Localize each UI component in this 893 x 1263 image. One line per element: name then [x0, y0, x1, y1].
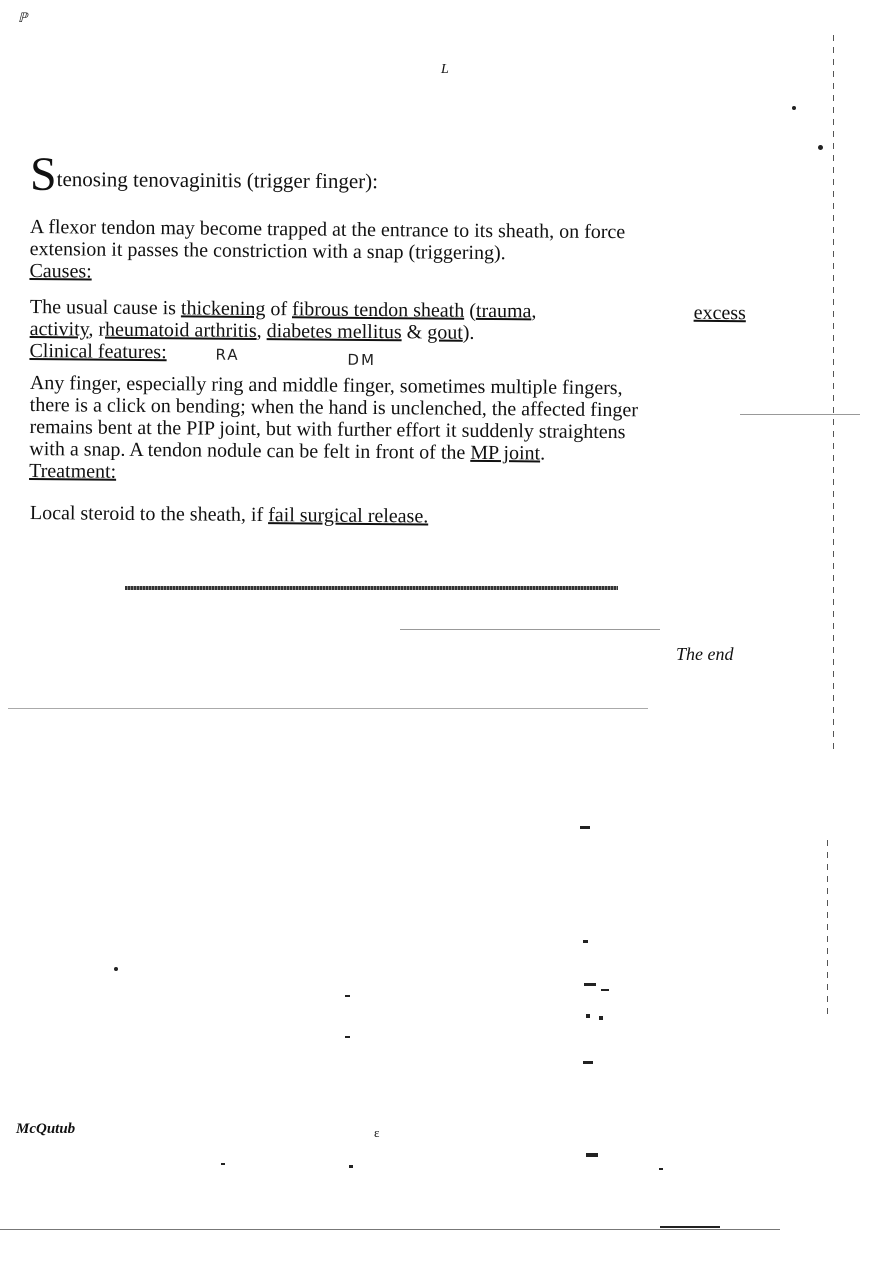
page-mark: ε — [374, 1125, 380, 1140]
scan-speck — [660, 1226, 720, 1228]
scan-speck — [345, 995, 350, 997]
section-divider — [125, 586, 618, 590]
scan-speck — [583, 1061, 593, 1064]
causes-term: thickening — [180, 297, 266, 321]
author-signature: McQutub — [16, 1121, 76, 1137]
handwritten-note-ra: RA — [215, 345, 240, 364]
scan-line — [740, 414, 860, 415]
causes-term: excess — [693, 301, 746, 325]
treatment-term: fail surgical release. — [268, 504, 429, 528]
scan-speck — [659, 1168, 663, 1170]
scan-speck — [349, 1165, 353, 1168]
clinical-heading: Clinical features: — [29, 339, 167, 364]
causes-text: ( — [464, 299, 477, 322]
scan-speck — [584, 983, 596, 986]
causes-term: fibrous tendon sheath — [291, 298, 465, 322]
top-letter: L — [441, 62, 449, 77]
scan-line — [8, 708, 648, 709]
causes-text: The usual cause is — [29, 296, 182, 320]
scan-speck — [345, 1036, 350, 1038]
scan-edge-line — [833, 35, 834, 755]
intro-line: A flexor tendon may become trapped at the entrance to its sheath, on force — [29, 216, 626, 244]
causes-text: of — [265, 298, 293, 321]
scan-speck — [599, 1016, 603, 1020]
causes-term: diabetes mellitus — [266, 320, 402, 344]
clinical-line: Any finger, especially ring and middle finger, sometimes multiple fingers, — [29, 372, 623, 400]
causes-term: trauma — [475, 299, 532, 323]
clinical-term: MP joint — [470, 441, 541, 465]
causes-text: & — [401, 321, 428, 344]
causes-paragraph — [29, 296, 750, 368]
scan-speck — [583, 940, 588, 943]
corner-mark: ℙ — [18, 10, 28, 25]
causes-text: , — [531, 300, 537, 323]
causes-heading: Causes: — [29, 259, 92, 283]
causes-term: activity — [29, 317, 89, 341]
scan-line — [400, 629, 660, 630]
treatment-text: Local steroid to the sheath, if — [29, 502, 269, 527]
clinical-line: remains bent at the PIP joint, but with further effort it suddenly straightens — [29, 415, 626, 444]
scan-speck — [586, 1153, 598, 1157]
clinical-paragraph — [29, 372, 750, 488]
scan-speck — [601, 989, 609, 991]
page-title — [29, 147, 379, 201]
treatment-paragraph — [30, 502, 750, 530]
causes-text: , — [256, 319, 267, 343]
causes-text: , r — [88, 318, 106, 341]
causes-term: gout — [427, 321, 463, 344]
the-end-text: The end — [676, 644, 734, 664]
scan-speck — [586, 1014, 590, 1018]
intro-paragraph — [29, 216, 750, 288]
scan-speck — [580, 826, 590, 829]
causes-term: heumatoid arthritis — [104, 318, 257, 342]
title-drop-cap: S — [29, 147, 57, 201]
clinical-text: with a snap. A tendon nodule can be felt in front of the — [29, 437, 471, 464]
treatment-line — [30, 502, 750, 530]
title-text: tenosing tenovaginitis (trigger finger): — [56, 166, 379, 194]
clinical-line: there is a click on bending; when the hand is unclenched, the affected finger — [29, 393, 639, 422]
scan-edge-line — [827, 840, 828, 1020]
handwritten-note-dm: DM — [347, 350, 377, 370]
causes-text: ). — [462, 321, 475, 344]
intro-line: extension it passes the constriction with a snap (triggering). — [29, 237, 506, 265]
scan-speck — [114, 967, 118, 971]
scan-speck — [221, 1163, 225, 1165]
scan-speck — [792, 106, 796, 110]
clinical-text: . — [540, 442, 546, 465]
scan-line — [0, 1229, 780, 1230]
scan-speck — [818, 145, 823, 150]
treatment-heading: Treatment: — [29, 459, 117, 483]
